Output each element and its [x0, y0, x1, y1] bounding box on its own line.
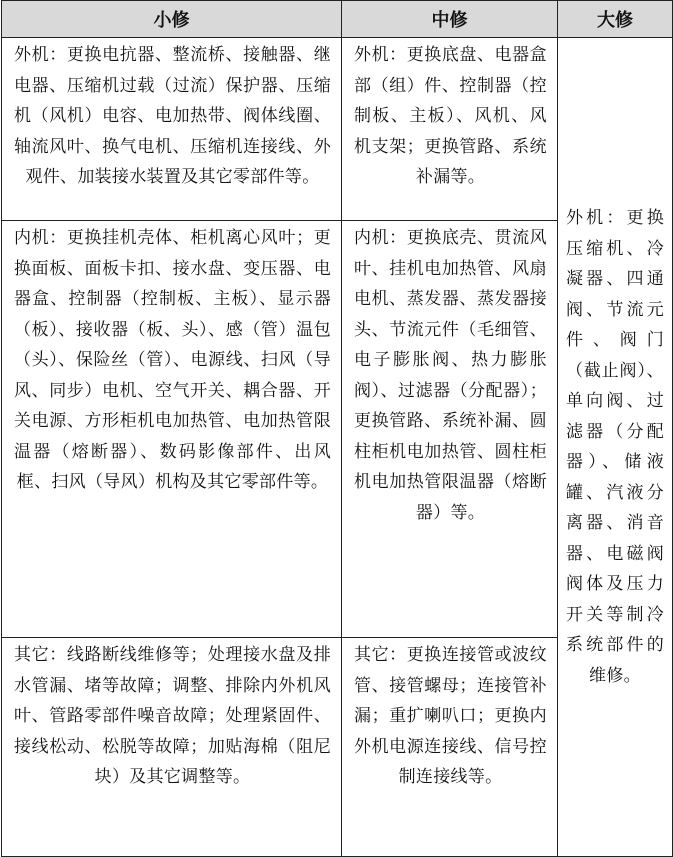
- header-row: [2, 1, 673, 38]
- minor-outdoor-cell: 外机：更换电抗器、整流桥、接触器、继电器、压缩机过载（过流）保护器、压缩机（风机）电容、电加热带、阀体线圈、轴流风叶、换气电机、压缩机连接线、外观件、加装接水装置及其它零部件等。: [2, 38, 342, 221]
- minor-indoor-cell: 内机：更换挂机壳体、柜机离心风叶；更换面板、面板卡扣、接水盘、变压器、电器盒、控制器（控制板、主板）、显示器（板）、接收器（板、头）、感（管）温包（头）、保险丝（管）、电源线、扫风（导风、同步）电机、空气开关、耦合器、开关电源、方形柜机电加热管、电加热管限温器（熔断器）、数码影像部件、出风框、扫风（导风）机构及其它零部件等。: [2, 221, 342, 638]
- medium-indoor-cell: 内机：更换底壳、贯流风叶、挂机电加热管、风扇电机、蒸发器、蒸发器接头、节流元件（毛细管、电子膨胀阀、热力膨胀阀）、过滤器（分配器）；更换管路、系统补漏、圆柱柜机电加热管、圆柱柜机电加热管限温器（熔断器）等。: [342, 221, 558, 638]
- header-medium-repair: 中修: [342, 1, 558, 38]
- header-minor-repair: 小修: [2, 1, 342, 38]
- table-row-outdoor-unit: [2, 38, 673, 221]
- medium-other-cell: 其它：更换连接管或波纹管、接管螺母；连接管补漏；重扩喇叭口；更换内外机电源连接线、信号控制连接线等。: [342, 638, 558, 857]
- medium-outdoor-cell: 外机：更换底盘、电器盒部（组）件、控制器（控制板、主板）、风机、风机支架；更换管路、系统补漏等。: [342, 38, 558, 221]
- minor-other-cell: 其它：线路断线维修等；处理接水盘及排水管漏、堵等故障；调整、排除内外机风叶、管路零部件噪音故障；处理紧固件、接线松动、松脱等故障；加贴海棉（阻尼块）及其它调整等。: [2, 638, 342, 857]
- repair-classification-table: [1, 0, 673, 857]
- major-repair-cell: 外机：更换压缩机、冷凝器、四通阀、节流元件、阀门（截止阀）、单向阀、过滤器（分配器）、储液罐、汽液分离器、消音器、电磁阀阀体及压力开关等制冷系统部件的维修。: [558, 38, 673, 857]
- header-major-repair: 大修: [558, 1, 673, 38]
